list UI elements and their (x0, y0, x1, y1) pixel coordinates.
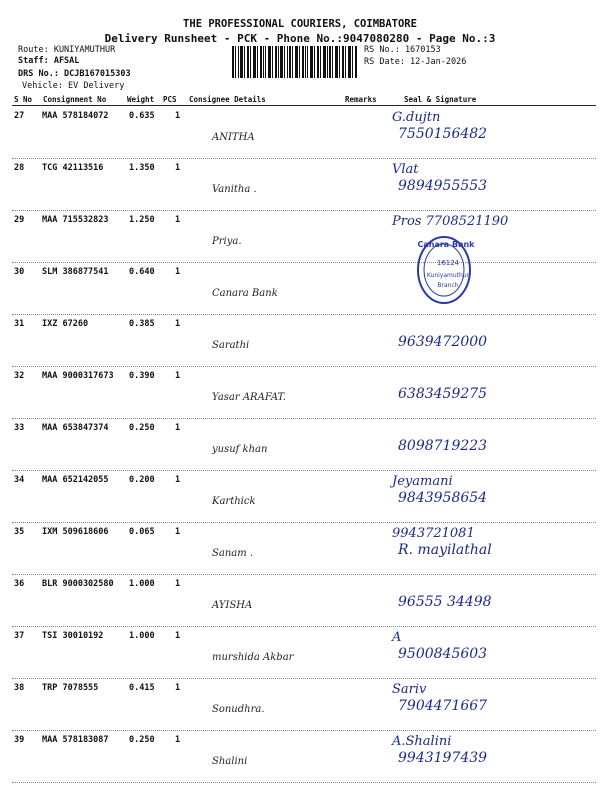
row-weight: 1.000 (129, 631, 155, 641)
row-consignee-name: AYISHA (212, 600, 253, 611)
row-consignee-name: Shalini (212, 756, 248, 767)
row-pcs: 1 (175, 215, 181, 225)
row-signature-phone: 96555 34498 (398, 594, 492, 610)
row-consignment-no: SLM 386877541 (42, 267, 109, 277)
bank-stamp (402, 233, 498, 307)
row-pcs: 1 (175, 475, 181, 485)
row-consignment-no: MAA 578183087 (42, 735, 109, 745)
row-signature: A (392, 630, 402, 645)
col-remarks: Remarks (345, 95, 377, 104)
row-pcs: 1 (175, 735, 181, 745)
runsheet-subtitle: Delivery Runsheet - PCK - Phone No.:9047080280 - Page No.:3 (104, 32, 496, 45)
stamp-branch-name: Kuniyamuthur (426, 272, 470, 279)
row-sno: 32 (14, 371, 25, 381)
row-pcs: 1 (175, 111, 181, 121)
company-title: THE PROFESSIONAL COURIERS, COIMBATORE (183, 18, 417, 30)
row-signature: A.Shalini (392, 734, 452, 749)
table-row (12, 678, 596, 731)
row-signature-phone: 7904471667 (398, 698, 488, 714)
route-label: Route: KUNIYAMUTHUR (18, 45, 116, 55)
row-sno: 37 (14, 631, 25, 641)
row-consignment-no: IXM 509618606 (42, 527, 109, 537)
row-signature-phone: 9639472000 (398, 334, 488, 350)
row-consignee-name: Yasar ARAFAT. (212, 392, 286, 403)
row-signature: 9943721081 (392, 526, 475, 541)
row-consignee-name: Sarathi (212, 340, 250, 351)
row-consignee-name: Sanam . (212, 548, 254, 559)
row-weight: 0.250 (129, 735, 155, 745)
table-row (12, 262, 596, 315)
row-pcs: 1 (175, 683, 181, 693)
row-sno: 34 (14, 475, 25, 485)
table-row (12, 626, 596, 679)
row-weight: 0.415 (129, 683, 155, 693)
col-consignment: Consignment No (43, 95, 107, 104)
stamp-bank-name: Canara Bank (417, 240, 475, 249)
row-sno: 39 (14, 735, 25, 745)
table-row (12, 418, 596, 471)
row-sno: 33 (14, 423, 25, 433)
row-consignment-no: TRP 7078555 (42, 683, 99, 693)
row-weight: 0.065 (129, 527, 155, 537)
row-signature-phone: 6383459275 (398, 386, 488, 402)
row-pcs: 1 (175, 267, 181, 277)
row-weight: 0.640 (129, 267, 155, 277)
col-sno: S No (14, 95, 33, 104)
table-row (12, 470, 596, 523)
drs-number: DRS No.: DCJB167015303 (18, 69, 131, 79)
row-sno: 31 (14, 319, 25, 329)
row-consignee-name: murshida Akbar (212, 652, 294, 663)
table-row (12, 366, 596, 419)
col-pcs: PCS (163, 95, 177, 104)
table-row (12, 210, 596, 263)
row-sno: 36 (14, 579, 25, 589)
row-weight: 1.350 (129, 163, 155, 173)
row-consignee-name: Sonudhra. (212, 704, 265, 715)
row-signature: Pros 7708521190 (392, 214, 509, 229)
row-signature: Vlat (392, 162, 419, 177)
row-signature-phone: 9500845603 (398, 646, 488, 662)
row-signature-phone: 9843958654 (398, 490, 488, 506)
row-consignee-name: Canara Bank (212, 288, 278, 299)
row-pcs: 1 (175, 319, 181, 329)
table-row (12, 158, 596, 211)
table-row (12, 574, 596, 627)
row-consignee-name: ANITHA (212, 132, 255, 143)
stamp-code: 16124 (436, 259, 460, 267)
row-pcs: 1 (175, 423, 181, 433)
row-sno: 35 (14, 527, 25, 537)
col-weight: Weight (127, 95, 155, 104)
col-consignee: Consignee Details (189, 95, 266, 104)
row-weight: 1.000 (129, 579, 155, 589)
row-signature-phone: R. mayilathal (398, 542, 492, 558)
row-weight: 0.385 (129, 319, 155, 329)
row-sno: 38 (14, 683, 25, 693)
row-signature: Sariv (392, 682, 427, 697)
row-weight: 0.635 (129, 111, 155, 121)
row-sno: 29 (14, 215, 25, 225)
vehicle-label: Vehicle: EV Delivery (22, 81, 125, 91)
table-row (12, 730, 596, 783)
table-row (12, 106, 596, 159)
row-consignment-no: MAA 715532823 (42, 215, 109, 225)
row-sno: 27 (14, 111, 25, 121)
row-consignment-no: IXZ 67260 (42, 319, 89, 329)
row-consignee-name: Karthick (212, 496, 256, 507)
row-signature-phone: 9894955553 (398, 178, 488, 194)
staff-label: Staff: AFSAL (18, 56, 80, 66)
row-consignee-name: yusuf khan (212, 444, 268, 455)
row-weight: 0.200 (129, 475, 155, 485)
row-pcs: 1 (175, 579, 181, 589)
row-consignment-no: TCG 42113516 (42, 163, 104, 173)
rs-number: RS No.: 1670153 (364, 45, 441, 55)
row-consignee-name: Vanitha . (212, 184, 257, 195)
stamp-branch-label: Branch (437, 282, 459, 289)
table-row (12, 522, 596, 575)
row-consignee-name: Priya. (212, 236, 242, 247)
row-weight: 1.250 (129, 215, 155, 225)
row-sno: 28 (14, 163, 25, 173)
row-sno: 30 (14, 267, 25, 277)
row-consignment-no: MAA 653847374 (42, 423, 109, 433)
table-row (12, 314, 596, 367)
row-pcs: 1 (175, 527, 181, 537)
row-consignment-no: MAA 652142055 (42, 475, 109, 485)
row-consignment-no: MAA 9000317673 (42, 371, 114, 381)
row-signature-phone: 9943197439 (398, 750, 488, 766)
row-pcs: 1 (175, 631, 181, 641)
barcode-image (232, 46, 358, 78)
row-pcs: 1 (175, 371, 181, 381)
row-weight: 0.250 (129, 423, 155, 433)
rs-date: RS Date: 12-Jan-2026 (364, 57, 467, 67)
row-signature-phone: 8098719223 (398, 438, 488, 454)
row-consignment-no: BLR 9000302580 (42, 579, 114, 589)
row-weight: 0.390 (129, 371, 155, 381)
row-consignment-no: TSI 30010192 (42, 631, 104, 641)
row-pcs: 1 (175, 163, 181, 173)
row-consignment-no: MAA 578184072 (42, 111, 109, 121)
row-signature-phone: 7550156482 (398, 126, 488, 142)
col-seal: Seal & Signature (404, 95, 477, 104)
row-signature: Jeyamani (392, 474, 453, 489)
row-signature: G.dujtn (392, 110, 441, 125)
